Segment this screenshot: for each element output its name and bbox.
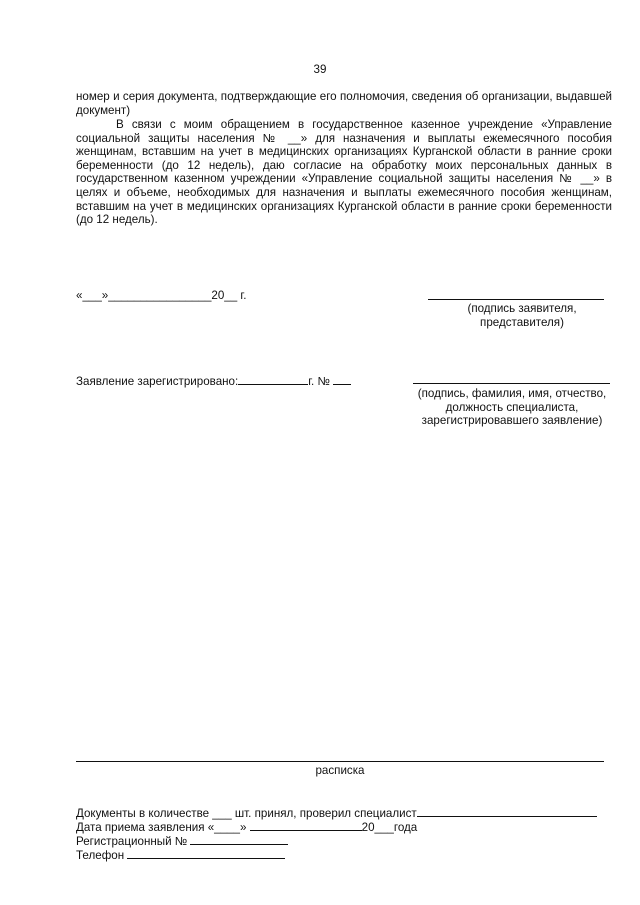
receipt-docs-label: Документы в количестве ___ шт. принял, проверил специалист <box>76 807 417 820</box>
registration-date-blank <box>238 374 308 385</box>
receipt-date-blank <box>250 820 362 831</box>
registration-number-blank <box>333 374 351 385</box>
specialist-signature-line <box>413 383 610 384</box>
receipt-phone-label: Телефон <box>76 849 125 862</box>
specialist-signature-caption: (подпись, фамилия, имя, отчество, должность специалиста, зарегистрировавшего заявление) <box>417 387 607 428</box>
receipt-date-label: Дата приема заявления «____» <box>76 821 250 834</box>
applicant-signature-caption: (подпись заявителя, представителя) <box>467 302 577 329</box>
registration-label: Заявление зарегистрировано: <box>76 375 239 388</box>
date-line: «___»________________20__ г. <box>76 289 247 302</box>
receipt-reg-blank <box>190 834 288 845</box>
registration-number-label: г. № <box>308 375 330 388</box>
paragraph-consent: В связи с моим обращением в государственное казенное учреждение «Управление социальной защиты населения № __» для назначения и выплаты ежемесячного пособия женщинам, вставшим на учет в медицинских организациях Курганской области в ранние сроки беременности (до 12 недель), даю согласие на обработку моих персональных данных в государственном казенном учреждении «Управление социальной защиты населения № __» в целях и объеме, необходимых для назначения и выплаты ежемесячного пособия женщинам, вставшим на учет в медицинских организациях Курганской области в ранние сроки беременности (до 12 недель). <box>76 118 612 227</box>
receipt-phone-row <box>76 848 285 863</box>
receipt-reg-row <box>76 834 288 849</box>
receipt-title: расписка <box>315 764 365 777</box>
receipt-specialist-blank <box>417 806 597 817</box>
page-number: 39 <box>313 63 327 76</box>
receipt-separator-line <box>76 761 604 762</box>
receipt-phone-blank <box>127 848 285 859</box>
registration-row <box>76 374 351 389</box>
applicant-signature-line <box>428 299 604 300</box>
receipt-reg-label: Регистрационный № <box>76 835 188 848</box>
receipt-docs-row <box>76 806 597 821</box>
receipt-date-row <box>76 820 417 835</box>
paragraph-document-info: номер и серия документа, подтверждающие его полномочия, сведения об организации, выдавшей документ) <box>76 90 612 117</box>
receipt-date-year: 20___года <box>361 821 418 834</box>
